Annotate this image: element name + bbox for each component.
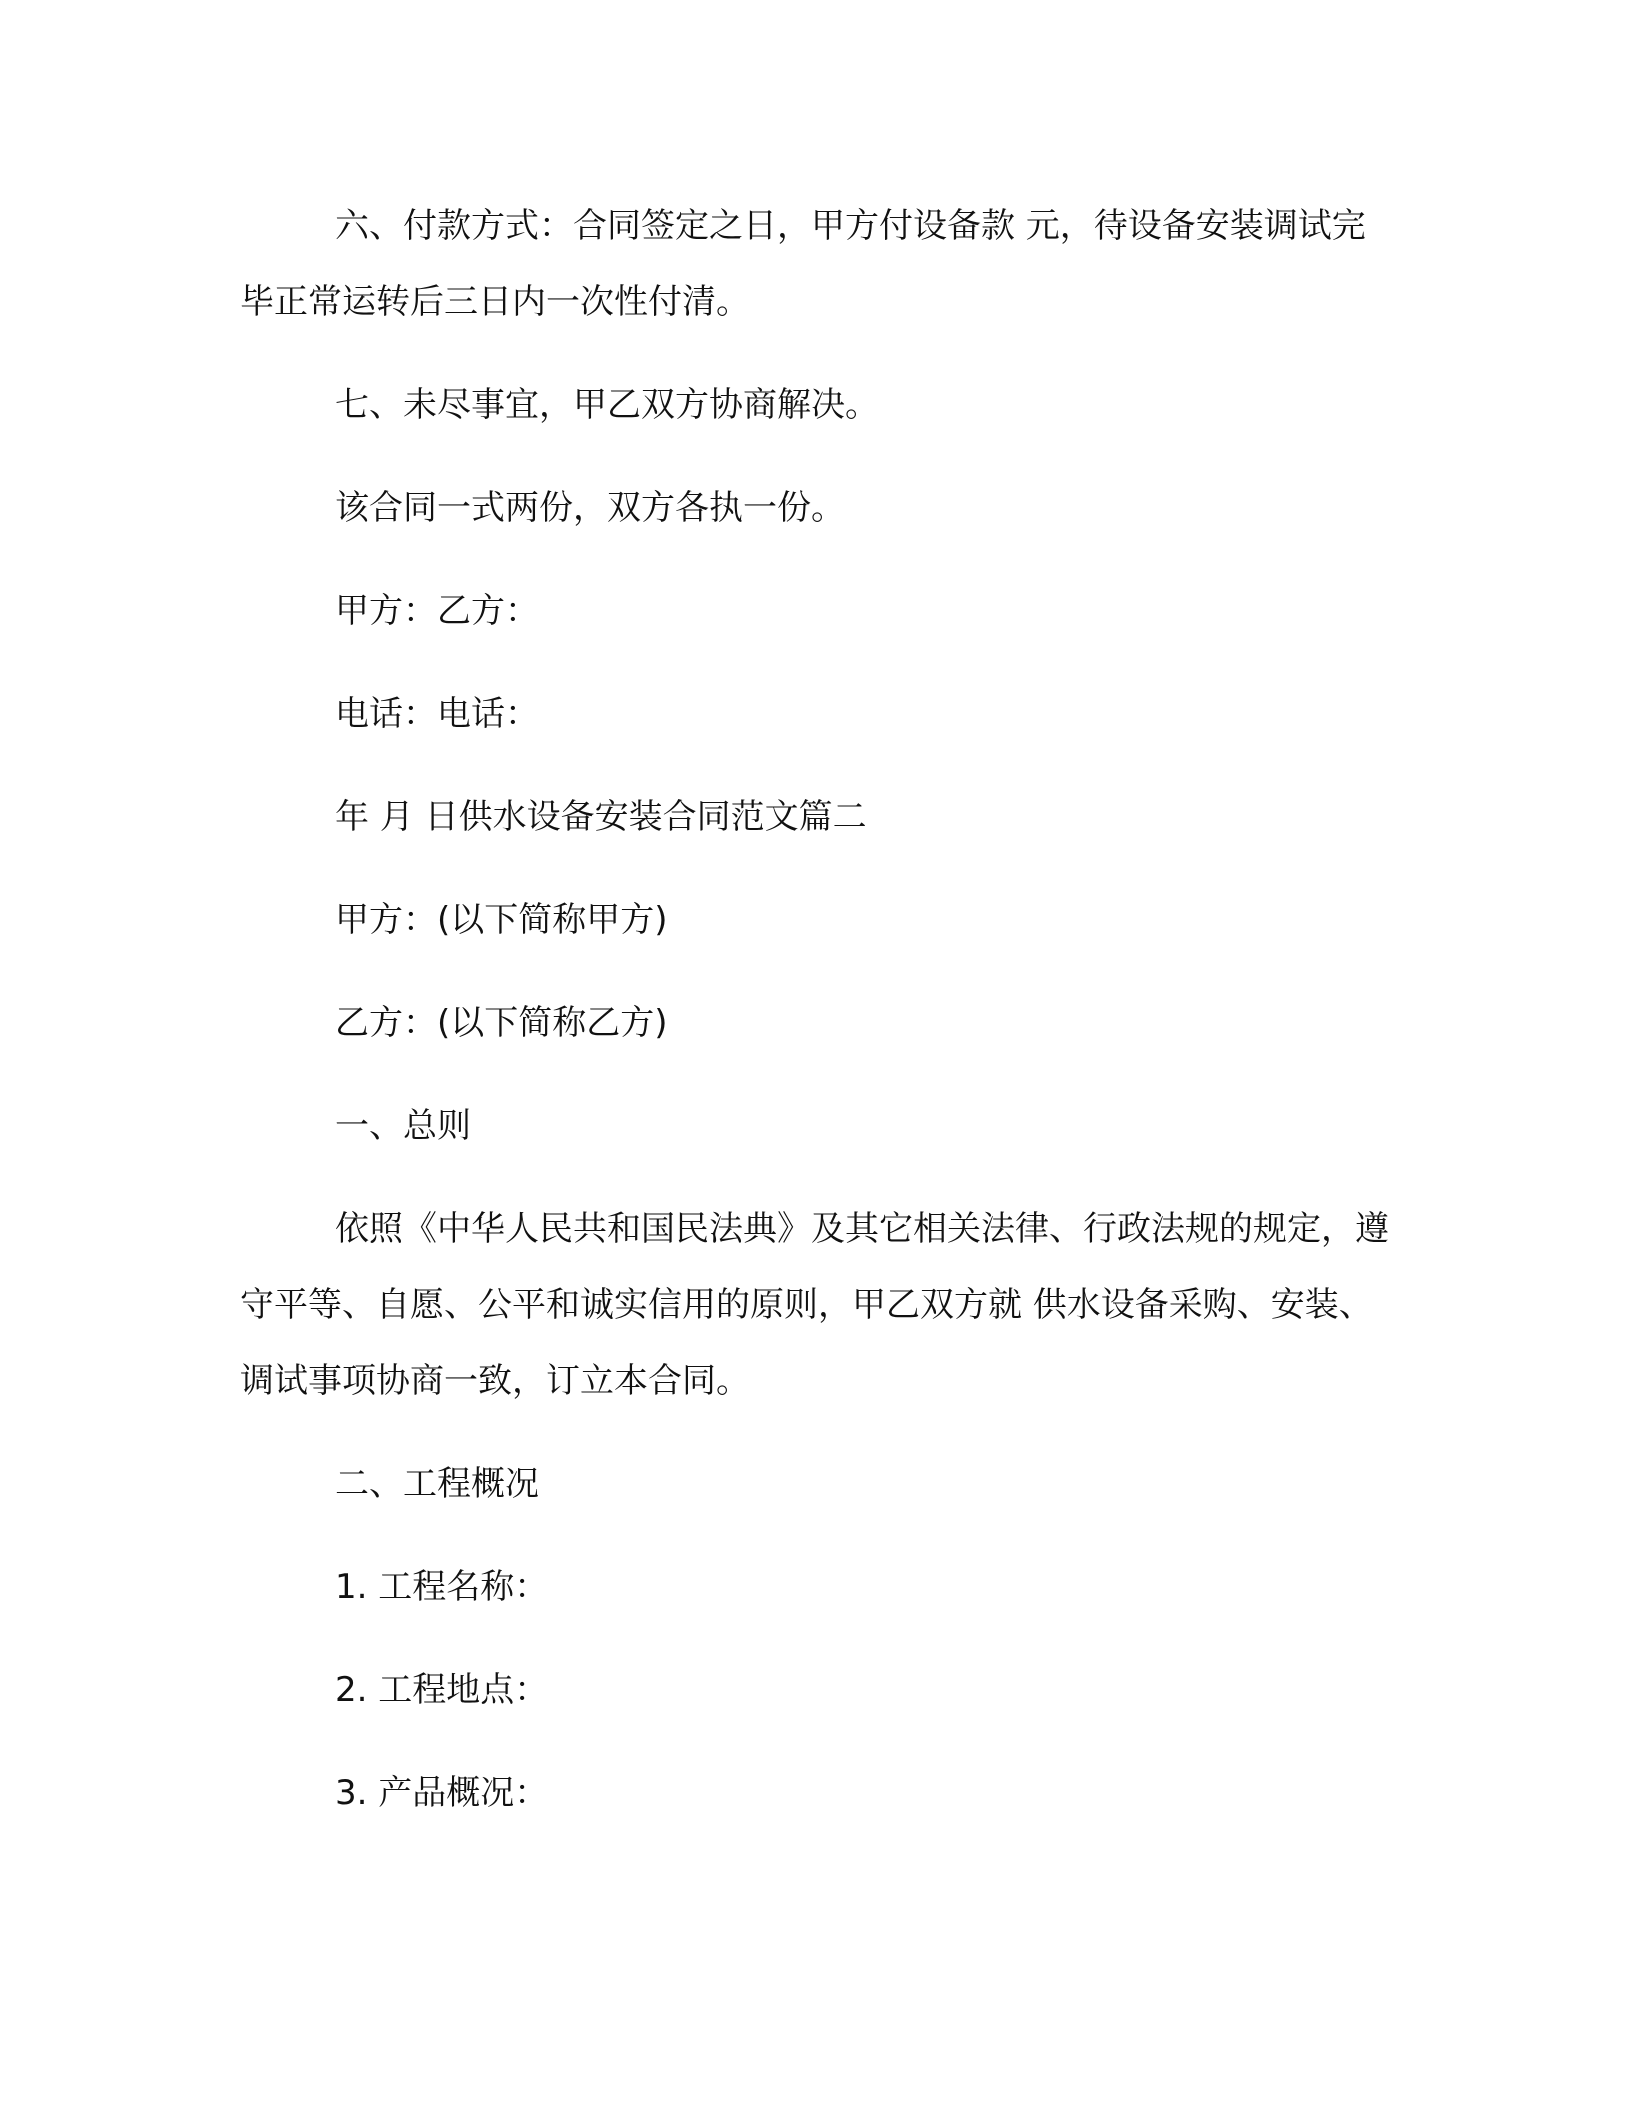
project-name-line: 1. 工程名称： — [335, 1567, 549, 1607]
date-and-second-contract-title: 年 月 日供水设备安装合同范文篇二 — [335, 797, 867, 837]
general-provisions-paragraph: 依照《中华人民共和国民法典》及其它相关法律、行政法规的规定，遵守平等、自愿、公平和诚实信用的原则，甲乙双方就 供水设备采购、安装、调试事项协商一致，订立本合同。 — [240, 1209, 1389, 1401]
product-overview-line: 3. 产品概况： — [335, 1773, 549, 1813]
copies-paragraph: 该合同一式两份，双方各执一份。 — [335, 488, 845, 528]
payment-terms-paragraph: 六、付款方式：合同签定之日，甲方付设备款 元，待设备安装调试完毕正常运转后三日内一次性付清。 — [240, 206, 1366, 322]
unresolved-matters-paragraph: 七、未尽事宜，甲乙双方协商解决。 — [335, 385, 879, 425]
section-project-overview-heading: 二、工程概况 — [335, 1464, 539, 1504]
party-a-line: 甲方：(以下简称甲方) — [335, 900, 668, 940]
phone-line: 电话：电话： — [335, 694, 539, 734]
document-body — [240, 188, 1390, 1858]
project-location-line: 2. 工程地点： — [335, 1670, 549, 1710]
parties-signature-line: 甲方：乙方： — [335, 591, 539, 631]
section-general-heading: 一、总则 — [335, 1106, 471, 1146]
party-b-line: 乙方：(以下简称乙方) — [335, 1003, 668, 1043]
